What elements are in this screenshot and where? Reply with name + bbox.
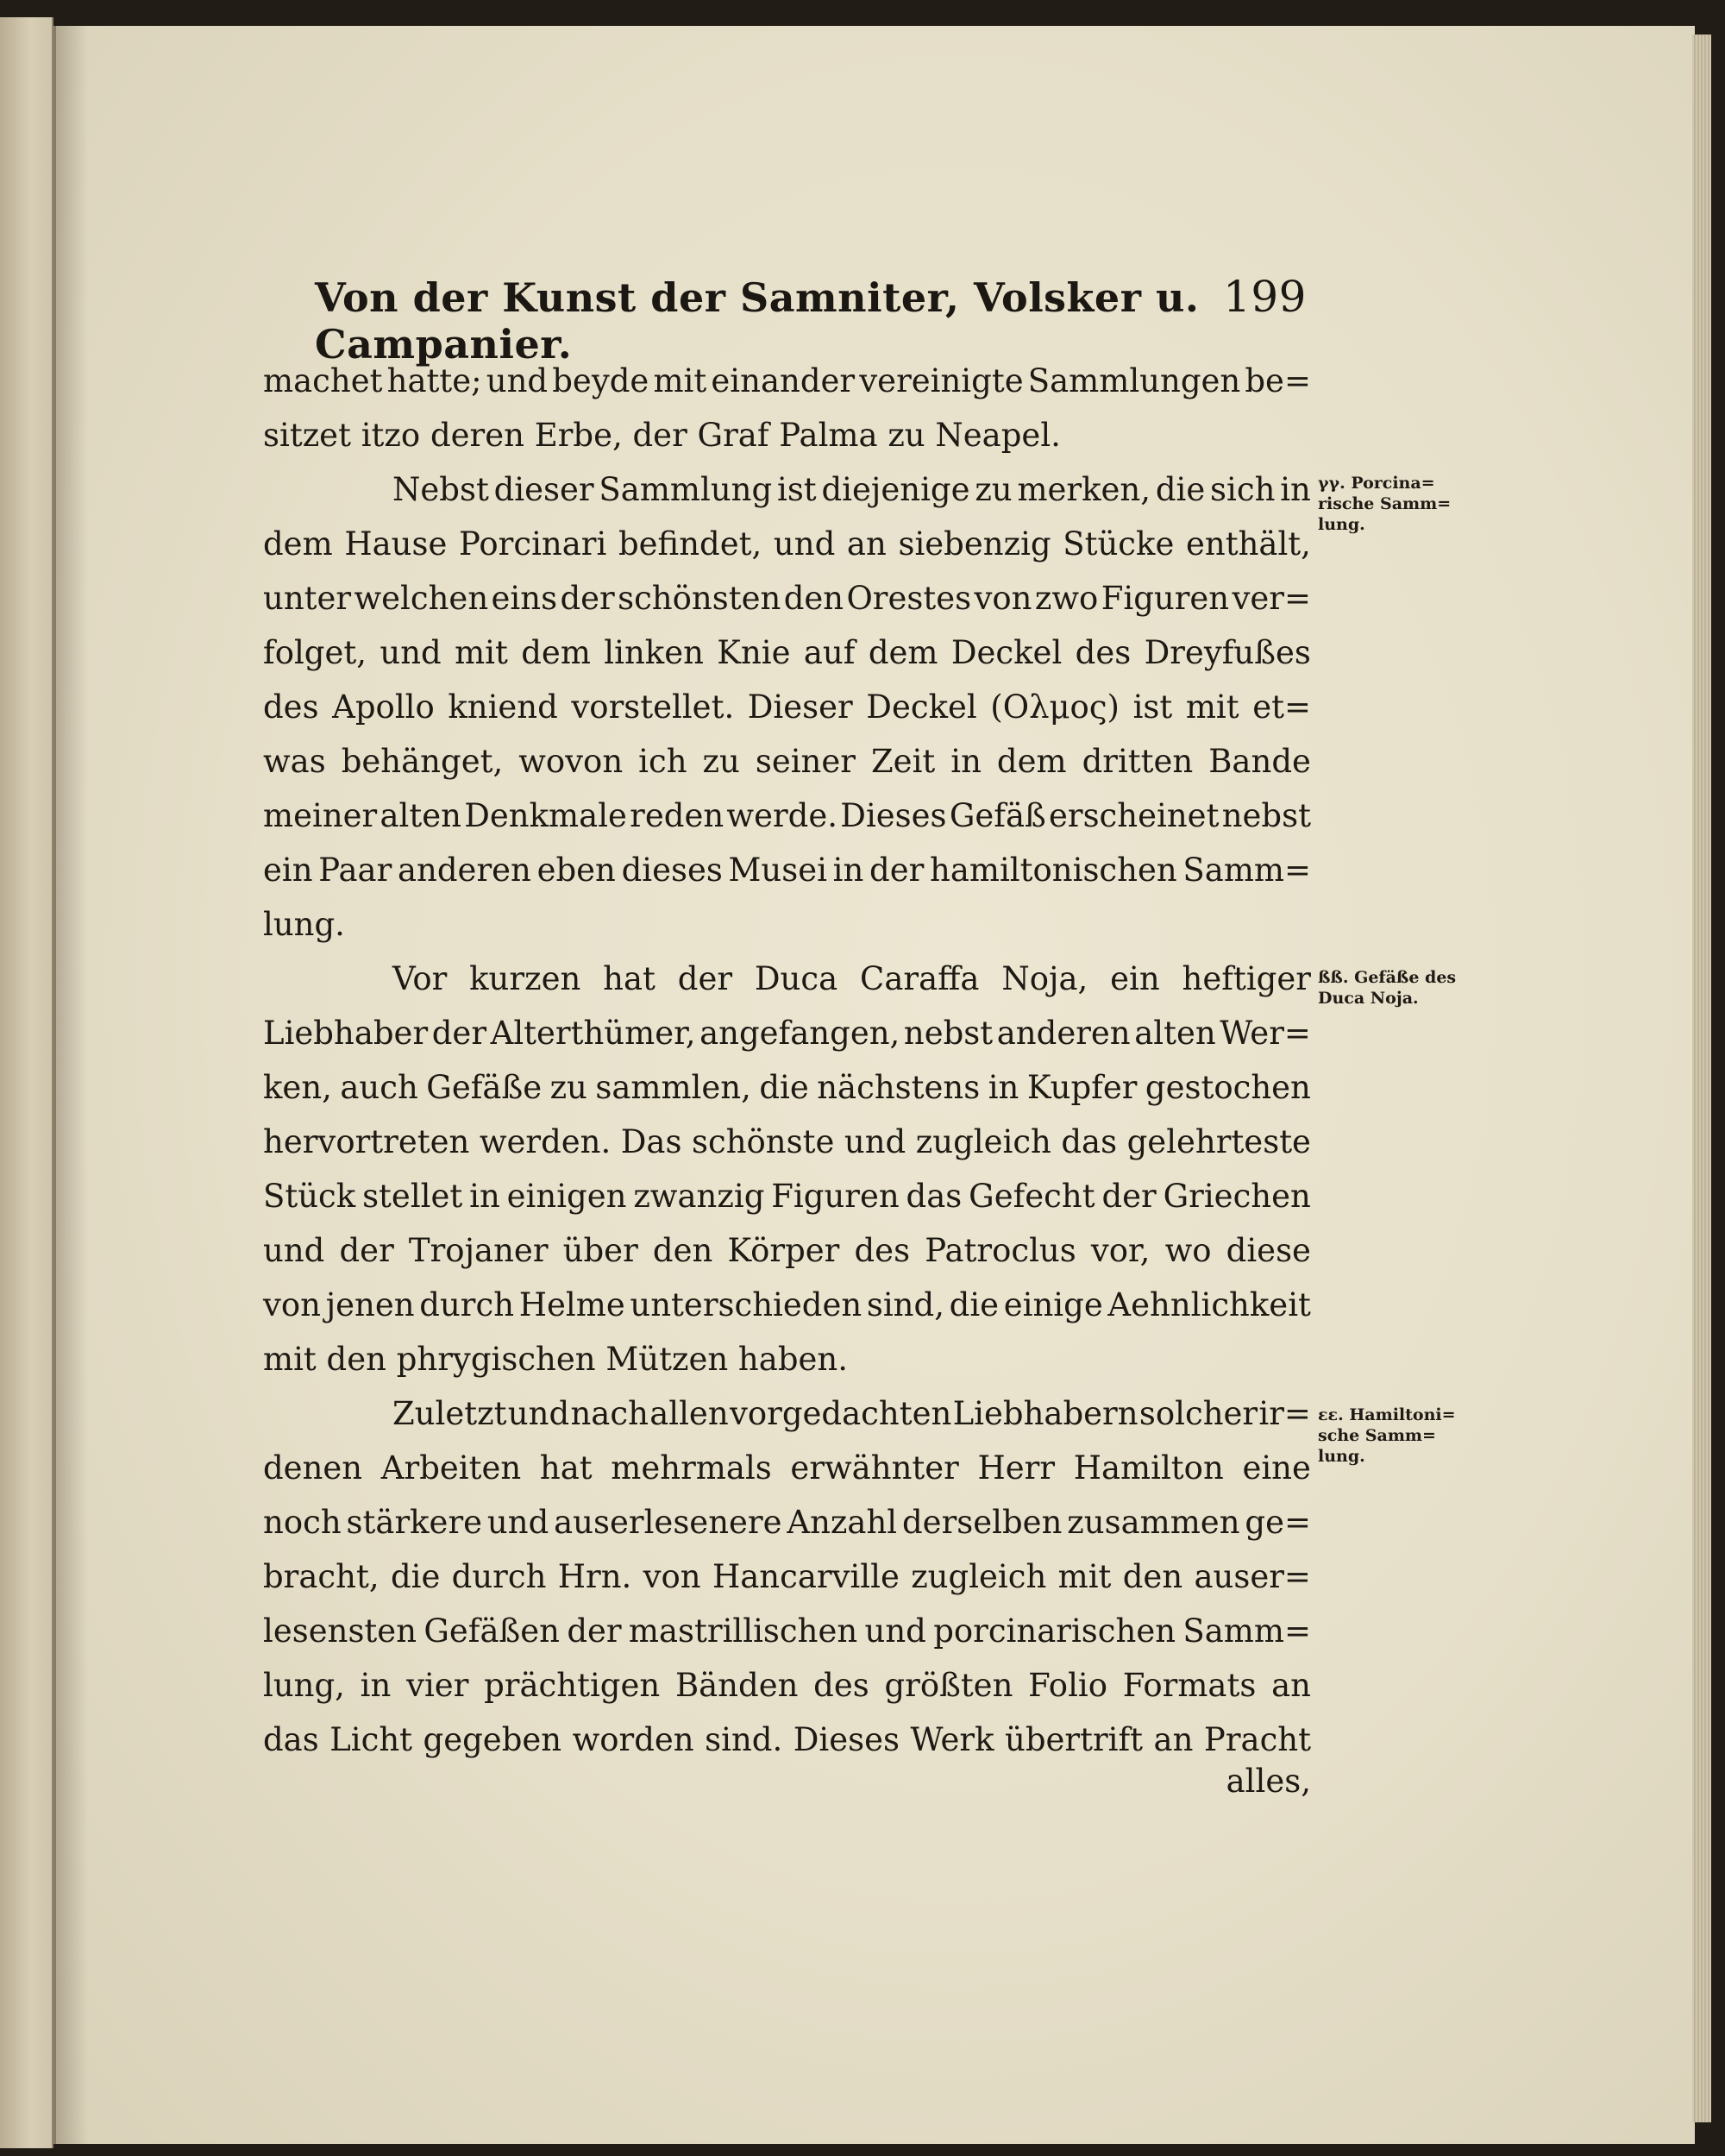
text-line: meiner alten Denkmale reden werde. Dieses Gefäß erscheinet nebst	[263, 797, 1311, 834]
previous-page-edge	[0, 17, 53, 2148]
text-line: Zuletzt und nach allen vorgedachten Liebhabern solcher ir=	[392, 1395, 1311, 1432]
running-title: Von der Kunst der Samniter, Volsker u. Campanier.	[315, 274, 1200, 368]
margin-note-line: rische Samm=	[1318, 494, 1452, 513]
margin-note-line: lung.	[1318, 515, 1365, 534]
page-stack-edges	[1692, 35, 1711, 2122]
text-line: denen Arbeiten hat mehrmals erwähnter Herr Hamilton eine	[263, 1449, 1311, 1487]
text-line: folget, und mit dem linken Knie auf dem Deckel des Dreyfußes	[263, 634, 1311, 671]
margin-note-line: εε. Hamiltoni=	[1318, 1405, 1456, 1424]
text-line: und der Trojaner über den Körper des Patroclus vor, wo diese	[263, 1232, 1311, 1269]
margin-note-line: sche Samm=	[1318, 1426, 1436, 1445]
body-text	[263, 354, 1311, 1767]
text-line: das Licht gegeben worden sind. Dieses Werk übertrift an Pracht	[263, 1721, 1311, 1758]
text-line: Vor kurzen hat der Duca Caraffa Noja, ein heftiger	[392, 960, 1311, 997]
margin-note-duca-noja	[1318, 967, 1490, 1009]
margin-note-line: ßß. Gefäße des	[1318, 968, 1457, 987]
text-line: noch stärkere und auserlesenere Anzahl derselben zusammen ge=	[263, 1504, 1311, 1541]
margin-note-porcinari	[1318, 473, 1490, 535]
text-line: was behänget, wovon ich zu seiner Zeit in dem dritten Bande	[263, 743, 1311, 780]
text-line: machet hatte; und beyde mit einander vereinigte Sammlungen be=	[263, 362, 1311, 399]
catchword: alles,	[1226, 1763, 1311, 1800]
text-line: Nebst dieser Sammlung ist diejenige zu merken, die sich in	[392, 471, 1311, 508]
text-line: Stück stellet in einigen zwanzig Figuren das Gefecht der Griechen	[263, 1178, 1311, 1215]
margin-note-line: lung.	[1318, 1447, 1365, 1466]
text-line: bracht, die durch Hrn. von Hancarville zugleich mit den auser=	[263, 1558, 1311, 1595]
text-line: ken, auch Gefäße zu sammlen, die nächstens in Kupfer gestochen	[263, 1069, 1311, 1106]
margin-note-line: γγ. Porcina=	[1318, 474, 1435, 493]
text-line: des Apollo kniend vorstellet. Dieser Deckel (Ολμος) ist mit et=	[263, 688, 1311, 726]
text-line: ein Paar anderen eben dieses Musei in der hamiltonischen Samm=	[263, 852, 1311, 889]
page-number: 199	[1223, 272, 1307, 322]
text-line: von jenen durch Helme unterschieden sind, die einige Aehnlichkeit	[263, 1286, 1311, 1323]
gutter-shadow	[53, 26, 88, 2144]
text-line: hervortreten werden. Das schönste und zugleich das gelehrteste	[263, 1123, 1311, 1160]
text-line: lung, in vier prächtigen Bänden des größten Folio Formats an	[263, 1667, 1311, 1704]
margin-note-hamilton	[1318, 1405, 1490, 1467]
margin-note-line: Duca Noja.	[1318, 989, 1419, 1008]
text-line: lung.	[263, 906, 345, 943]
text-line: dem Hause Porcinari befindet, und an siebenzig Stücke enthält,	[263, 525, 1311, 563]
text-line: mit den phrygischen Mützen haben.	[263, 1341, 848, 1378]
text-line: unter welchen eins der schönsten den Orestes von zwo Figuren ver=	[263, 580, 1311, 617]
text-line: sitzet itzo deren Erbe, der Graf Palma zu Neapel.	[263, 417, 1061, 454]
text-line: lesensten Gefäßen der mastrillischen und porcinarischen Samm=	[263, 1612, 1311, 1650]
text-line: Liebhaber der Alterthümer, angefangen, nebst anderen alten Wer=	[263, 1015, 1311, 1052]
